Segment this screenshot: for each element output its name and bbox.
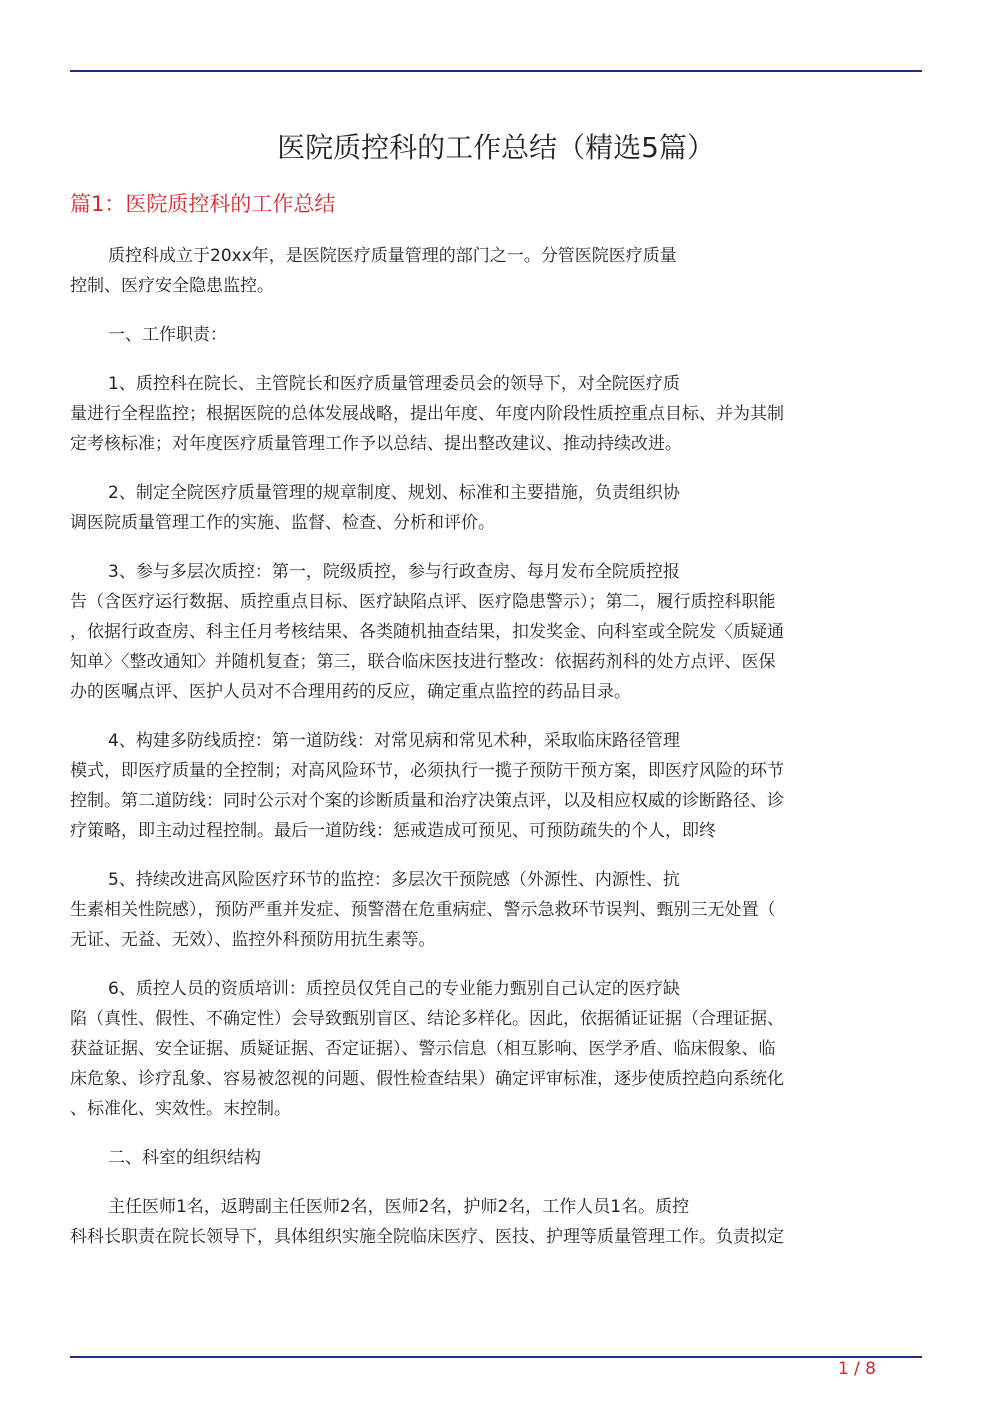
paragraph-line: 疗策略，即主动过程控制。最后一道防线：惩戒造成可预见、可预防疏失的个人，即终 — [70, 821, 716, 841]
paragraph — [70, 974, 922, 1124]
paragraph-line: 3、参与多层次质控：第一，院级质控，参与行政查房、每月发布全院质控报 — [108, 562, 680, 582]
paragraph-line: 生素相关性院感），预防严重并发症、预警潜在危重病症、警示急救环节误判、甄别三无处置（ — [70, 900, 776, 920]
paragraph-line: 主任医师1名，返聘副主任医师2名，医师2名，护师2名，工作人员1名。质控 — [108, 1197, 690, 1217]
paragraph-line: 告（含医疗运行数据、质控重点目标、医疗缺陷点评、医疗隐患警示）；第二，履行质控科职能 — [70, 592, 776, 612]
paragraph-line: 调医院质量管理工作的实施、监督、检查、分析和评价。 — [70, 513, 495, 533]
paragraph-line: 二、科室的组织结构 — [108, 1148, 261, 1168]
paragraph-line: 量进行全程监控；根据医院的总体发展战略，提出年度、年度内阶段性质控重点目标、并为其制 — [70, 404, 784, 424]
paragraph-line: 质控科成立于20xx年，是医院医疗质量管理的部门之一。分管医院医疗质量 — [108, 246, 677, 266]
document-title: 医院质控科的工作总结（精选5篇） — [277, 131, 715, 164]
paragraph-line: 2、制定全院医疗质量管理的规章制度、规划、标准和主要措施，负责组织协 — [108, 483, 680, 503]
paragraph — [70, 478, 922, 538]
paragraph-line: 1、质控科在院长、主管院长和医疗质量管理委员会的领导下，对全院医疗质 — [108, 374, 680, 394]
paragraph — [70, 726, 922, 846]
header-rule — [70, 70, 922, 72]
paragraph — [70, 320, 922, 350]
paragraph-line: 陷（真性、假性、不确定性）会导致甄别盲区、结论多样化。因此，依据循证证据（合理证据、 — [70, 1009, 784, 1029]
paragraph — [70, 369, 922, 459]
paragraph-line: 6、质控人员的资质培训：质控员仅凭自己的专业能力甄别自己认定的医疗缺 — [108, 979, 680, 999]
section-heading: 篇1：医院质控科的工作总结 — [70, 192, 336, 216]
paragraph-line: 模式，即医疗质量的全控制；对高风险环节，必须执行一揽子预防干预方案，即医疗风险的环节 — [70, 761, 784, 781]
paragraph-line: 控制。第二道防线：同时公示对个案的诊断质量和治疗决策点评，以及相应权威的诊断路径、诊 — [70, 791, 784, 811]
paragraph-line: ，依据行政查房、科主任月考核结果、各类随机抽查结果，扣发奖金、向科室或全院发〈质疑通 — [70, 622, 784, 642]
paragraph-line: 无证、无益、无效）、监控外科预防用抗生素等。 — [70, 930, 436, 950]
paragraph-line: 控制、医疗安全隐患监控。 — [70, 276, 274, 296]
paragraph — [70, 1143, 922, 1173]
paragraph-line: 床危象、诊疗乱象、容易被忽视的问题、假性检查结果）确定评审标准，逐步使质控趋向系统化 — [70, 1069, 784, 1089]
paragraph — [70, 1192, 922, 1252]
paragraph-line: 科科长职责在院长领导下，具体组织实施全院临床医疗、医技、护理等质量管理工作。负责拟定 — [70, 1227, 784, 1247]
paragraph-line: 办的医嘱点评、医护人员对不合理用药的反应，确定重点监控的药品目录。 — [70, 682, 631, 702]
paragraph-line: 定考核标准；对年度医疗质量管理工作予以总结、提出整改建议、推动持续改进。 — [70, 434, 682, 454]
paragraph-line: 知单〉〈整改通知〉并随机复查；第三，联合临床医技进行整改：依据药剂科的处方点评、医保 — [70, 652, 776, 672]
paragraph — [70, 865, 922, 955]
document-body — [70, 241, 922, 1271]
paragraph-line: 5、持续改进高风险医疗环节的监控：多层次干预院感（外源性、内源性、抗 — [108, 870, 680, 890]
paragraph-line: 4、构建多防线质控：第一道防线：对常见病和常见术种，采取临床路径管理 — [108, 731, 680, 751]
paragraph — [70, 557, 922, 707]
paragraph-line: 、标准化、实效性。末控制。 — [70, 1099, 291, 1119]
page-number: 1 / 8 — [837, 1359, 876, 1379]
paragraph — [70, 241, 922, 301]
paragraph-line: 获益证据、安全证据、质疑证据、否定证据）、警示信息（相互影响、医学矛盾、临床假象、临 — [70, 1039, 776, 1059]
paragraph-line: 一、工作职责： — [108, 325, 227, 345]
